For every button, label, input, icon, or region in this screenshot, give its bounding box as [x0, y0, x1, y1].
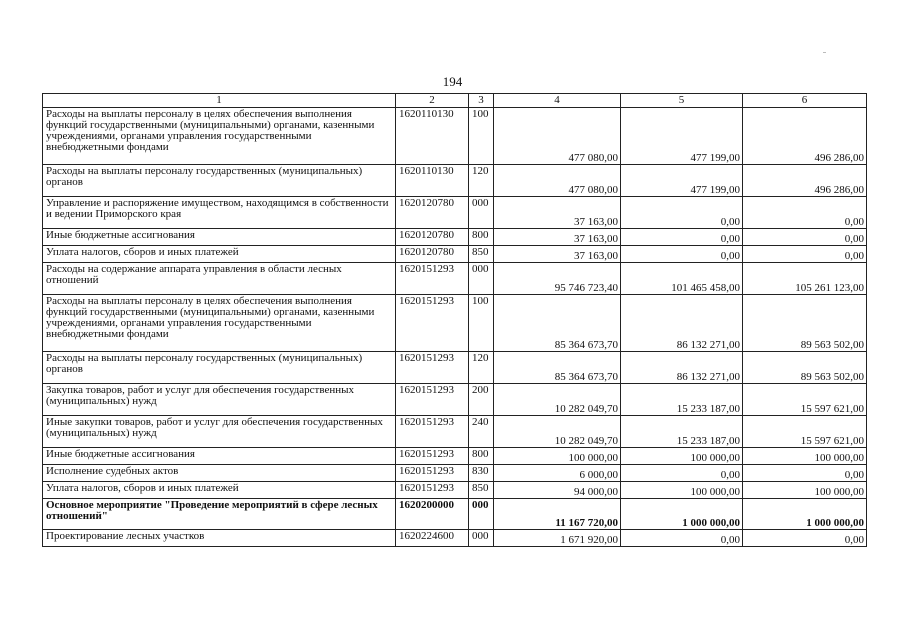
header-row	[43, 94, 867, 108]
row-value-2021-cell: 0,00	[743, 246, 867, 263]
row-code-cell: 1620120780	[396, 246, 469, 263]
row-code-cell: 1620151293	[396, 263, 469, 295]
header-cell: 2	[396, 94, 469, 108]
row-value-2019-cell: 1 671 920,00	[494, 530, 621, 547]
row-value-2021-cell: 0,00	[743, 465, 867, 482]
row-name-cell: Управление и распоряжение имуществом, находящимся в собственности и ведении Приморского края	[43, 197, 396, 229]
row-kind-cell: 800	[469, 229, 494, 246]
row-name-cell: Проектирование лесных участков	[43, 530, 396, 547]
row-kind-cell: 100	[469, 108, 494, 165]
table-row	[43, 416, 867, 448]
row-kind-cell: 800	[469, 448, 494, 465]
row-value-2021-cell: 105 261 123,00	[743, 263, 867, 295]
row-code-cell: 1620110130	[396, 165, 469, 197]
table-row	[43, 246, 867, 263]
row-name-cell: Иные бюджетные ассигнования	[43, 229, 396, 246]
row-value-2020-cell: 477 199,00	[621, 108, 743, 165]
row-value-2021-cell: 15 597 621,00	[743, 384, 867, 416]
row-value-2020-cell: 15 233 187,00	[621, 416, 743, 448]
row-value-2019-cell: 95 746 723,40	[494, 263, 621, 295]
row-value-2019-cell: 10 282 049,70	[494, 416, 621, 448]
row-name-cell: Расходы на выплаты персоналу государственных (муниципальных) органов	[43, 165, 396, 197]
row-value-2020-cell: 100 000,00	[621, 482, 743, 499]
row-name-cell: Закупка товаров, работ и услуг для обеспечения государственных (муниципальных) нужд	[43, 384, 396, 416]
row-value-2020-cell: 101 465 458,00	[621, 263, 743, 295]
row-name-cell: Расходы на выплаты персоналу в целях обеспечения выполнения функций государственными (муниципальными) органами, казенными учреждениями, органами управления государственными внебюджетными фондами	[43, 295, 396, 352]
row-value-2019-cell: 37 163,00	[494, 229, 621, 246]
row-value-2019-cell: 85 364 673,70	[494, 295, 621, 352]
row-value-2021-cell: 496 286,00	[743, 165, 867, 197]
row-code-cell: 1620151293	[396, 416, 469, 448]
row-value-2020-cell: 0,00	[621, 229, 743, 246]
table-row	[43, 108, 867, 165]
row-value-2019-cell: 11 167 720,00	[494, 499, 621, 530]
row-code-cell: 1620120780	[396, 197, 469, 229]
row-value-2020-cell: 0,00	[621, 246, 743, 263]
row-name-cell: Уплата налогов, сборов и иных платежей	[43, 482, 396, 499]
row-code-cell: 1620151293	[396, 482, 469, 499]
row-name-cell: Иные бюджетные ассигнования	[43, 448, 396, 465]
row-code-cell: 1620151293	[396, 448, 469, 465]
row-kind-cell: 000	[469, 197, 494, 229]
row-value-2019-cell: 477 080,00	[494, 165, 621, 197]
row-value-2020-cell: 100 000,00	[621, 448, 743, 465]
page-number: 194	[442, 74, 463, 89]
table-row	[43, 482, 867, 499]
table-row	[43, 530, 867, 547]
row-kind-cell: 000	[469, 263, 494, 295]
row-value-2019-cell: 37 163,00	[494, 197, 621, 229]
row-value-2019-cell: 10 282 049,70	[494, 384, 621, 416]
row-value-2020-cell: 0,00	[621, 197, 743, 229]
row-value-2021-cell: 89 563 502,00	[743, 295, 867, 352]
row-value-2021-cell: 89 563 502,00	[743, 352, 867, 384]
table-row	[43, 197, 867, 229]
row-code-cell: 1620151293	[396, 295, 469, 352]
row-value-2019-cell: 6 000,00	[494, 465, 621, 482]
row-kind-cell: 000	[469, 530, 494, 547]
row-code-cell: 1620110130	[396, 108, 469, 165]
row-value-2021-cell: 0,00	[743, 530, 867, 547]
table-row	[43, 165, 867, 197]
row-value-2020-cell: 1 000 000,00	[621, 499, 743, 530]
row-kind-cell: 850	[469, 246, 494, 263]
row-kind-cell: 200	[469, 384, 494, 416]
scan-speck	[823, 52, 826, 53]
row-code-cell: 1620151293	[396, 352, 469, 384]
row-name-cell: Уплата налогов, сборов и иных платежей	[43, 246, 396, 263]
table-row	[43, 263, 867, 295]
header-cell: 5	[621, 94, 743, 108]
row-value-2021-cell: 0,00	[743, 229, 867, 246]
table-row	[43, 352, 867, 384]
row-kind-cell: 120	[469, 165, 494, 197]
row-kind-cell: 000	[469, 499, 494, 530]
header-cell: 3	[469, 94, 494, 108]
row-value-2021-cell: 0,00	[743, 197, 867, 229]
row-value-2019-cell: 94 000,00	[494, 482, 621, 499]
row-value-2019-cell: 100 000,00	[494, 448, 621, 465]
row-value-2019-cell: 477 080,00	[494, 108, 621, 165]
table-row	[43, 465, 867, 482]
row-value-2021-cell: 15 597 621,00	[743, 416, 867, 448]
table-row	[43, 384, 867, 416]
row-code-cell: 1620151293	[396, 384, 469, 416]
table-row	[43, 499, 867, 530]
row-value-2020-cell: 0,00	[621, 465, 743, 482]
row-code-cell: 1620151293	[396, 465, 469, 482]
table-row	[43, 295, 867, 352]
row-value-2019-cell: 37 163,00	[494, 246, 621, 263]
header-cell: 1	[43, 94, 396, 108]
row-kind-cell: 830	[469, 465, 494, 482]
row-value-2021-cell: 1 000 000,00	[743, 499, 867, 530]
table-row	[43, 448, 867, 465]
row-code-cell: 1620224600	[396, 530, 469, 547]
row-code-cell: 1620200000	[396, 499, 469, 530]
row-kind-cell: 100	[469, 295, 494, 352]
row-name-cell: Расходы на выплаты персоналу в целях обеспечения выполнения функций государственными (муниципальными) органами, казенными учреждениями, органами управления государственными внебюджетными фондами	[43, 108, 396, 165]
row-value-2020-cell: 15 233 187,00	[621, 384, 743, 416]
row-kind-cell: 240	[469, 416, 494, 448]
row-value-2021-cell: 496 286,00	[743, 108, 867, 165]
row-name-cell: Иные закупки товаров, работ и услуг для обеспечения государственных (муниципальных) нужд	[43, 416, 396, 448]
table-row	[43, 229, 867, 246]
row-value-2020-cell: 86 132 271,00	[621, 295, 743, 352]
row-value-2021-cell: 100 000,00	[743, 448, 867, 465]
row-kind-cell: 850	[469, 482, 494, 499]
row-kind-cell: 120	[469, 352, 494, 384]
row-value-2020-cell: 86 132 271,00	[621, 352, 743, 384]
row-value-2020-cell: 477 199,00	[621, 165, 743, 197]
row-value-2019-cell: 85 364 673,70	[494, 352, 621, 384]
row-value-2021-cell: 100 000,00	[743, 482, 867, 499]
budget-table	[42, 93, 867, 547]
row-code-cell: 1620120780	[396, 229, 469, 246]
row-name-cell: Исполнение судебных актов	[43, 465, 396, 482]
row-value-2020-cell: 0,00	[621, 530, 743, 547]
header-cell: 6	[743, 94, 867, 108]
row-name-cell: Расходы на выплаты персоналу государственных (муниципальных) органов	[43, 352, 396, 384]
row-name-cell: Основное мероприятие "Проведение мероприятий в сфере лесных отношений"	[43, 499, 396, 530]
header-cell: 4	[494, 94, 621, 108]
row-name-cell: Расходы на содержание аппарата управления в области лесных отношений	[43, 263, 396, 295]
